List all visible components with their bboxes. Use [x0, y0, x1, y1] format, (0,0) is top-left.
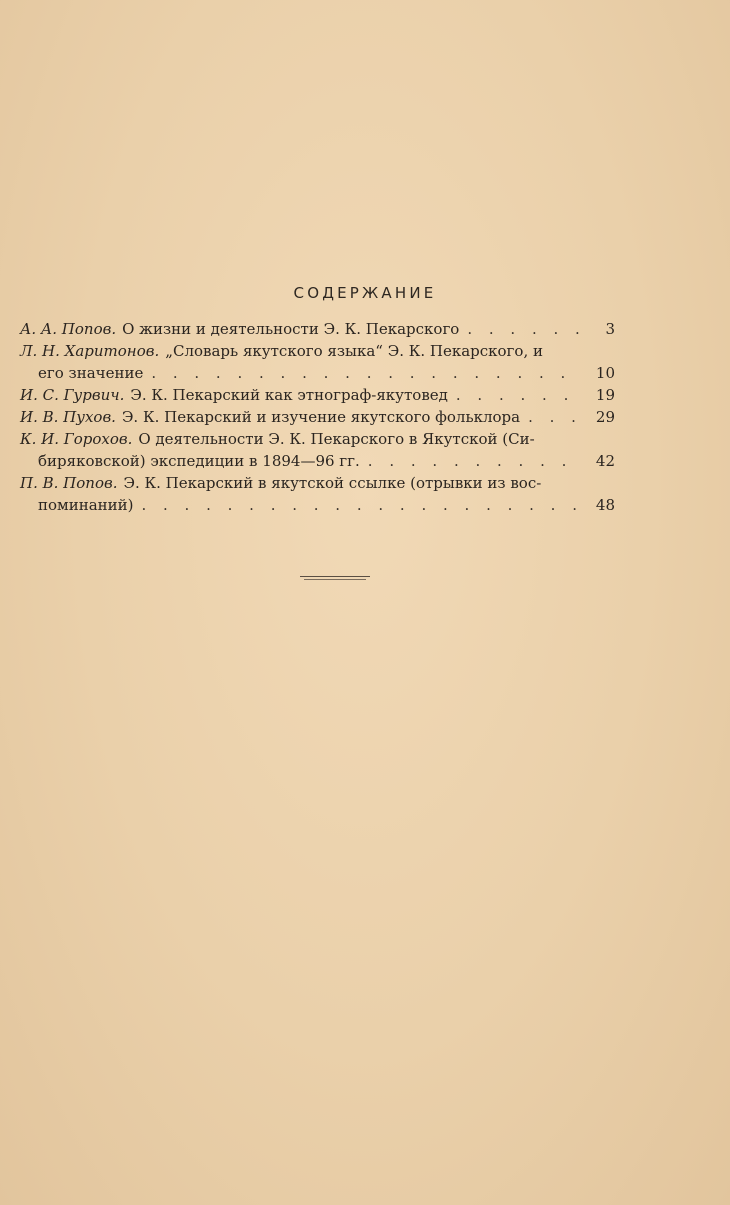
leader-dots — [467, 318, 581, 340]
decorative-rule — [300, 576, 370, 577]
toc-author: И. С. Гурвич. — [20, 386, 125, 404]
toc-title: Э. К. Пекарский и изучение якутского фольклора — [121, 408, 521, 426]
toc-entry — [20, 428, 615, 472]
toc-page-number: 42 — [595, 452, 615, 470]
toc-author: К. И. Горохов. — [20, 430, 133, 448]
toc-page-number: 3 — [605, 320, 615, 338]
toc-page-number: 19 — [595, 386, 615, 404]
toc-author: И. В. Пухов. — [20, 408, 116, 426]
toc-title: Э. К. Пекарский как этнограф-якутовед — [130, 386, 448, 404]
decorative-rule-underline — [304, 579, 366, 580]
toc-page-number: 29 — [595, 408, 615, 426]
leader-dots — [141, 494, 581, 516]
leader-dots — [528, 406, 581, 428]
toc-author: П. В. Попов. — [20, 474, 118, 492]
leader-dots — [368, 450, 581, 472]
table-of-contents — [20, 318, 615, 516]
toc-page-number: 48 — [595, 496, 615, 514]
leader-dots — [456, 384, 581, 406]
toc-title: О жизни и деятельности Э. К. Пекарского — [122, 320, 460, 338]
toc-entry — [20, 406, 615, 428]
contents-heading: СОДЕРЖАНИЕ — [293, 284, 437, 302]
toc-entry — [20, 340, 615, 384]
toc-title: О деятельности Э. К. Пекарского в Якутской (Си- — [138, 430, 535, 448]
toc-entry — [20, 472, 615, 516]
toc-entry — [20, 384, 615, 406]
toc-title: Э. К. Пекарский в якутской ссылке (отрывки из вос- — [123, 474, 542, 492]
toc-author: Л. Н. Харитонов. — [20, 342, 160, 360]
toc-title: „Словарь якутского языка“ Э. К. Пекарского, и — [165, 342, 543, 360]
toc-title-continuation: биряковской) экспедиции в 1894—96 гг. — [38, 452, 360, 470]
leader-dots — [151, 362, 581, 384]
toc-author: А. А. Попов. — [20, 320, 117, 338]
toc-entry — [20, 318, 615, 340]
toc-page-number: 10 — [595, 364, 615, 382]
toc-title-continuation: поминаний) — [38, 496, 134, 514]
toc-title-continuation: его значение — [38, 364, 144, 382]
